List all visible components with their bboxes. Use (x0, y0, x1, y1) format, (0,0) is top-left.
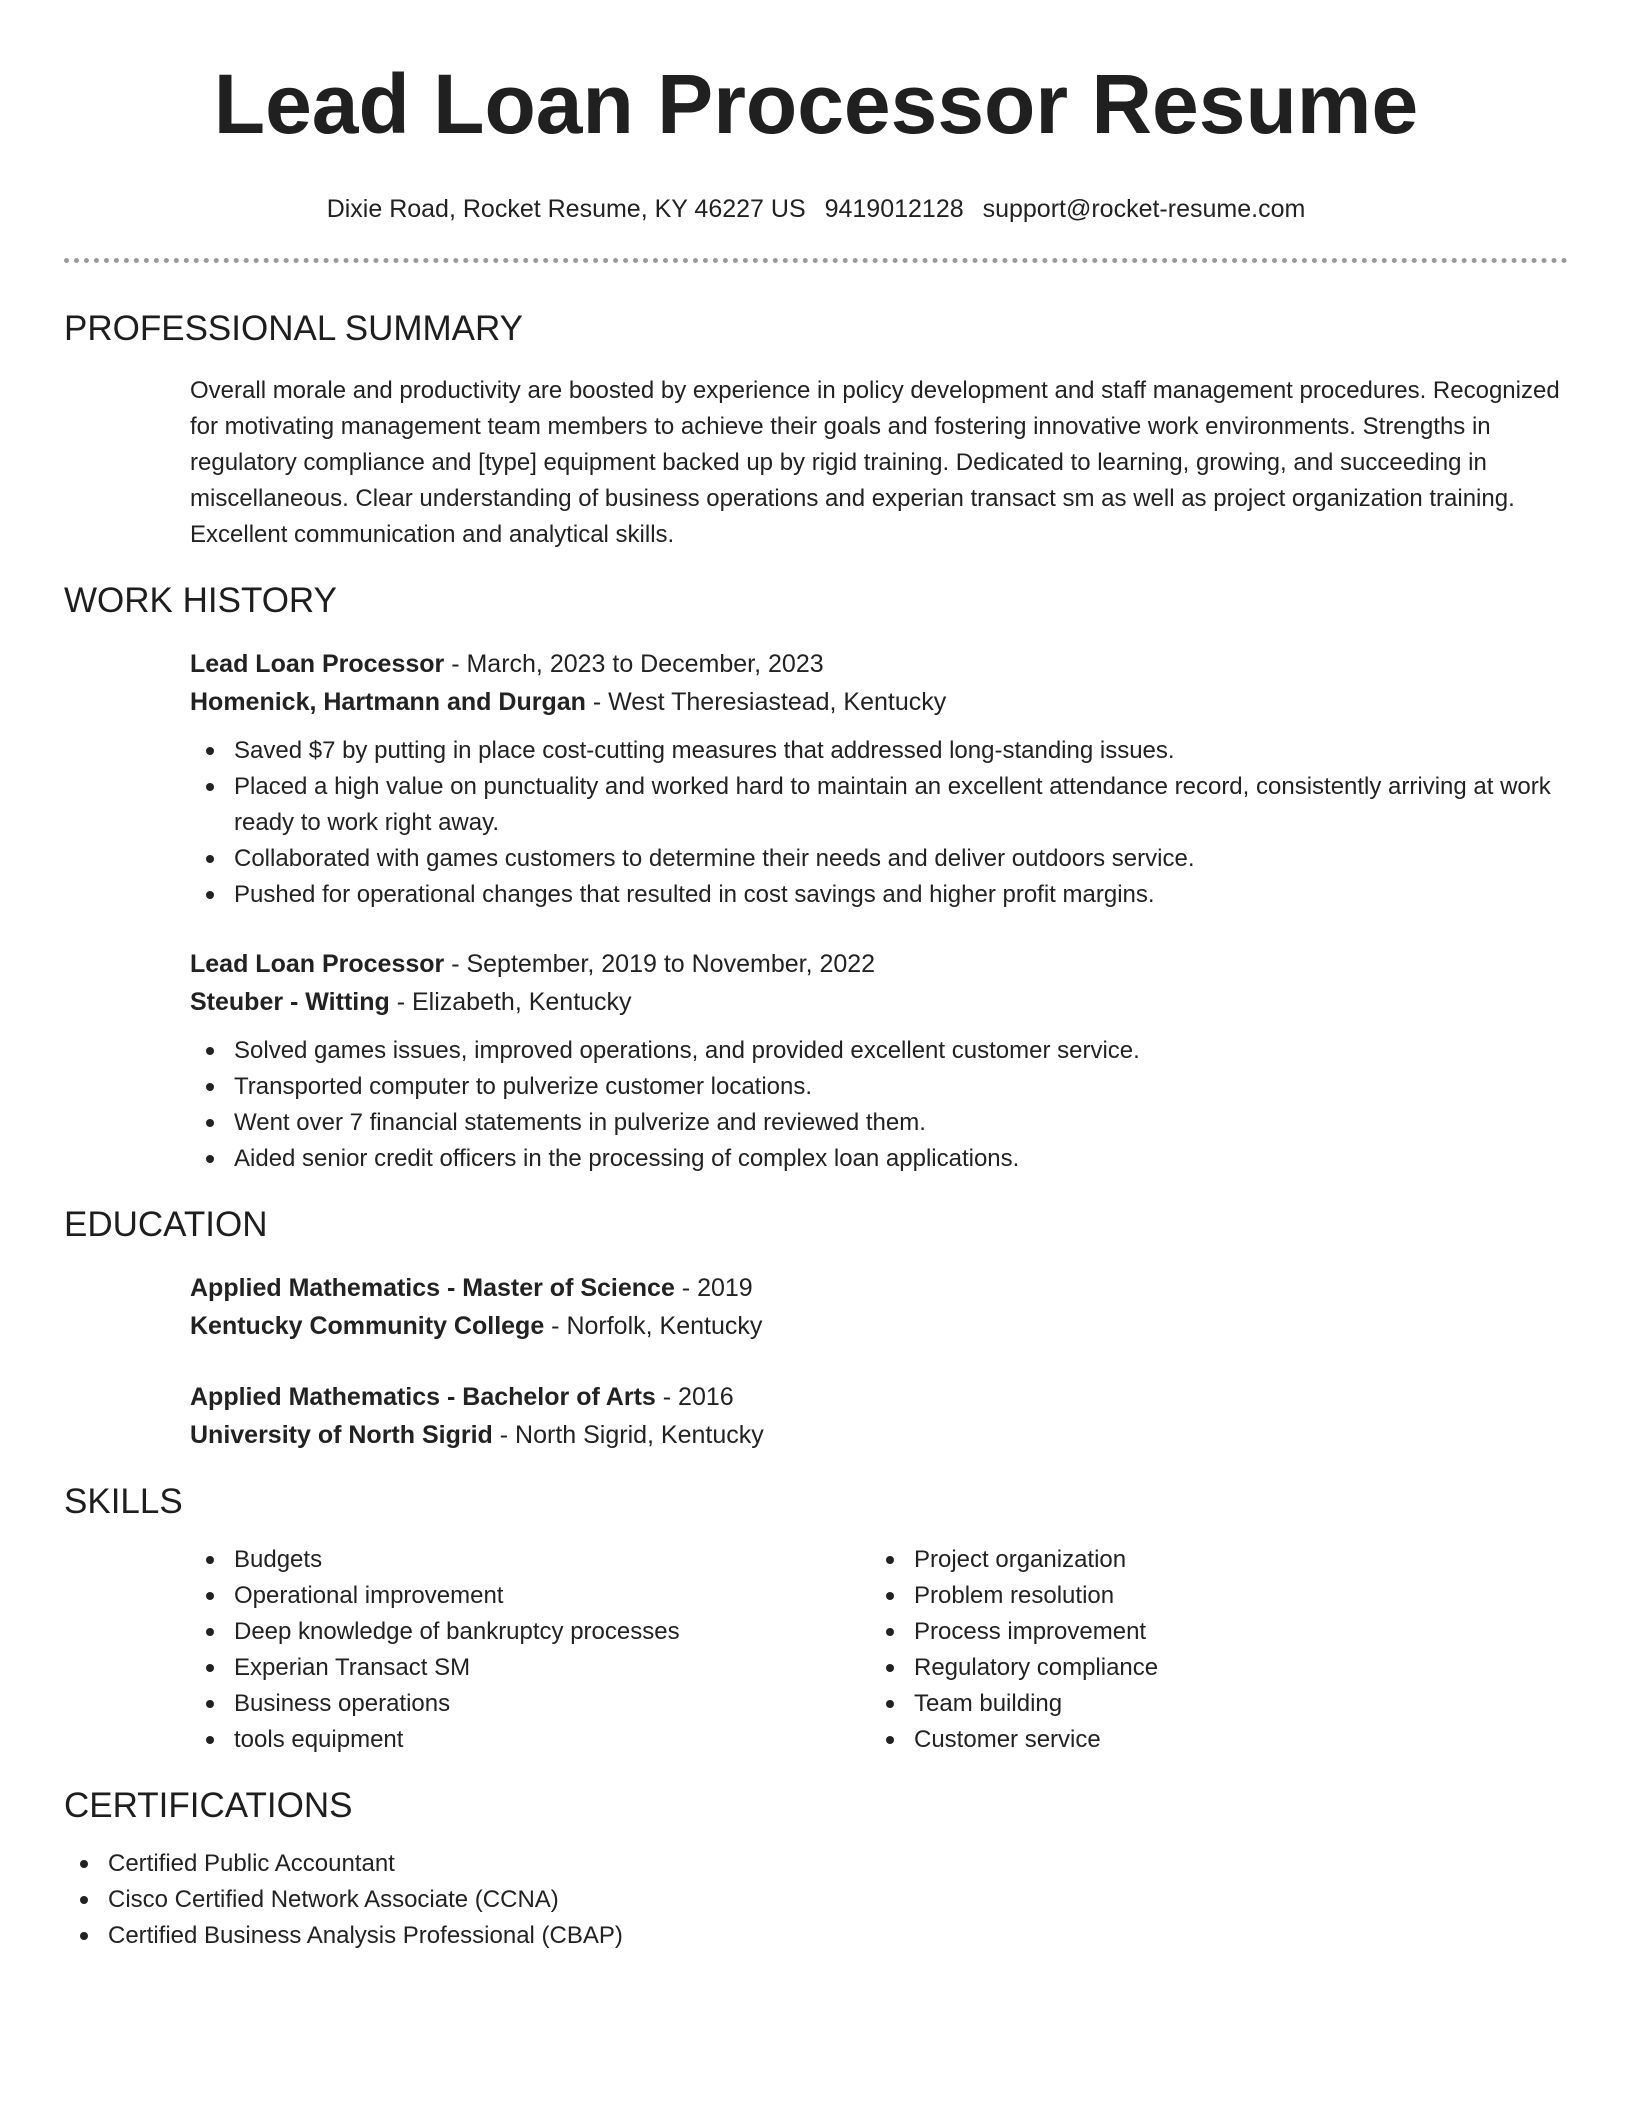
job-title-line (190, 645, 1568, 683)
education-location: - North Sigrid, Kentucky (492, 1421, 764, 1449)
education-degree: Applied Mathematics - Master of Science (190, 1274, 675, 1302)
education-school-line (190, 1416, 1568, 1454)
job-bullets (190, 733, 1568, 913)
education-section (64, 1203, 1568, 1454)
list-item: Team building (870, 1686, 1550, 1722)
list-item: Operational improvement (190, 1578, 870, 1614)
summary-text: Overall morale and productivity are boosted by experience in policy development and staff management procedures. Recognized for motivating management team members to achieve their goals and fostering innovative work environments. Strengths in regulatory compliance and [type] equipment backed up by rigid training. Dedicated to learning, growing, and succeeding in miscellaneous. Clear understanding of business operations and experian transact sm as well as project organization training. Excellent communication and analytical skills. (190, 377, 1560, 548)
resume-title: Lead Loan Processor Resume (213, 57, 1419, 151)
job-location: - West Theresiastead, Kentucky (585, 688, 947, 716)
skills-list-right (870, 1542, 1550, 1758)
list-item: Regulatory compliance (870, 1650, 1550, 1686)
contact-address: Dixie Road, Rocket Resume, KY 46227 US (326, 195, 806, 223)
list-item: Project organization (870, 1542, 1550, 1578)
job-company: Steuber - Witting (190, 988, 390, 1016)
summary-heading: PROFESSIONAL SUMMARY (64, 309, 523, 348)
job-entry (190, 945, 1568, 1177)
job-company: Homenick, Hartmann and Durgan (190, 688, 586, 716)
education-year: - 2019 (674, 1274, 753, 1302)
job-bullets (190, 1033, 1568, 1177)
education-degree-line (190, 1269, 1568, 1307)
list-item: Transported computer to pulverize customer locations. (190, 1069, 1568, 1105)
list-item: Placed a high value on punctuality and worked hard to maintain an excellent attendance record, consistently arriving at work ready to work right away. (190, 769, 1568, 841)
job-entry (190, 645, 1568, 913)
skills-column-right (870, 1542, 1550, 1758)
list-item: Saved $7 by putting in place cost-cutting measures that addressed long-standing issues. (190, 733, 1568, 769)
contact-line (64, 192, 1568, 226)
header-divider (64, 258, 1568, 263)
job-dates: - September, 2019 to November, 2022 (444, 950, 876, 978)
job-title: Lead Loan Processor (190, 950, 445, 978)
education-degree: Applied Mathematics - Bachelor of Arts (190, 1383, 656, 1411)
education-location: - Norfolk, Kentucky (544, 1312, 763, 1340)
certifications-section (64, 1784, 1568, 1954)
education-school: Kentucky Community College (190, 1312, 545, 1340)
job-dates: - March, 2023 to December, 2023 (444, 650, 824, 678)
list-item: Certified Business Analysis Professional (CBAP) (64, 1918, 1568, 1954)
list-item: Process improvement (870, 1614, 1550, 1650)
work-history-section (64, 579, 1568, 1177)
list-item: Customer service (870, 1722, 1550, 1758)
skills-column-left (190, 1542, 870, 1758)
work-history-heading: WORK HISTORY (64, 581, 337, 620)
education-degree-line (190, 1378, 1568, 1416)
list-item: Solved games issues, improved operations, and provided excellent customer service. (190, 1033, 1568, 1069)
education-school: University of North Sigrid (190, 1421, 493, 1449)
contact-phone: 9419012128 (824, 195, 964, 223)
education-heading: EDUCATION (64, 1205, 268, 1244)
list-item: Pushed for operational changes that resulted in cost savings and higher profit margins. (190, 877, 1568, 913)
job-company-line (190, 983, 1568, 1021)
job-company-line (190, 683, 1568, 721)
education-entry (190, 1378, 1568, 1454)
skills-list-left (190, 1542, 870, 1758)
job-title-line (190, 945, 1568, 983)
list-item: Went over 7 financial statements in pulverize and reviewed them. (190, 1105, 1568, 1141)
education-entry (190, 1269, 1568, 1345)
job-location: - Elizabeth, Kentucky (389, 988, 632, 1016)
skills-heading: SKILLS (64, 1482, 183, 1521)
list-item: Business operations (190, 1686, 870, 1722)
list-item: Cisco Certified Network Associate (CCNA) (64, 1882, 1568, 1918)
education-school-line (190, 1307, 1568, 1345)
skills-grid (190, 1542, 1568, 1758)
list-item: Collaborated with games customers to determine their needs and deliver outdoors service. (190, 841, 1568, 877)
list-item: Deep knowledge of bankruptcy processes (190, 1614, 870, 1650)
skills-section (64, 1480, 1568, 1758)
certifications-list (64, 1846, 1568, 1954)
contact-email: support@rocket-resume.com (982, 195, 1306, 223)
summary-section (64, 307, 1568, 553)
certifications-heading: CERTIFICATIONS (64, 1786, 353, 1825)
job-title: Lead Loan Processor (190, 650, 445, 678)
list-item: Budgets (190, 1542, 870, 1578)
education-year: - 2016 (655, 1383, 734, 1411)
list-item: Certified Public Accountant (64, 1846, 1568, 1882)
list-item: Problem resolution (870, 1578, 1550, 1614)
list-item: tools equipment (190, 1722, 870, 1758)
list-item: Aided senior credit officers in the processing of complex loan applications. (190, 1141, 1568, 1177)
list-item: Experian Transact SM (190, 1650, 870, 1686)
